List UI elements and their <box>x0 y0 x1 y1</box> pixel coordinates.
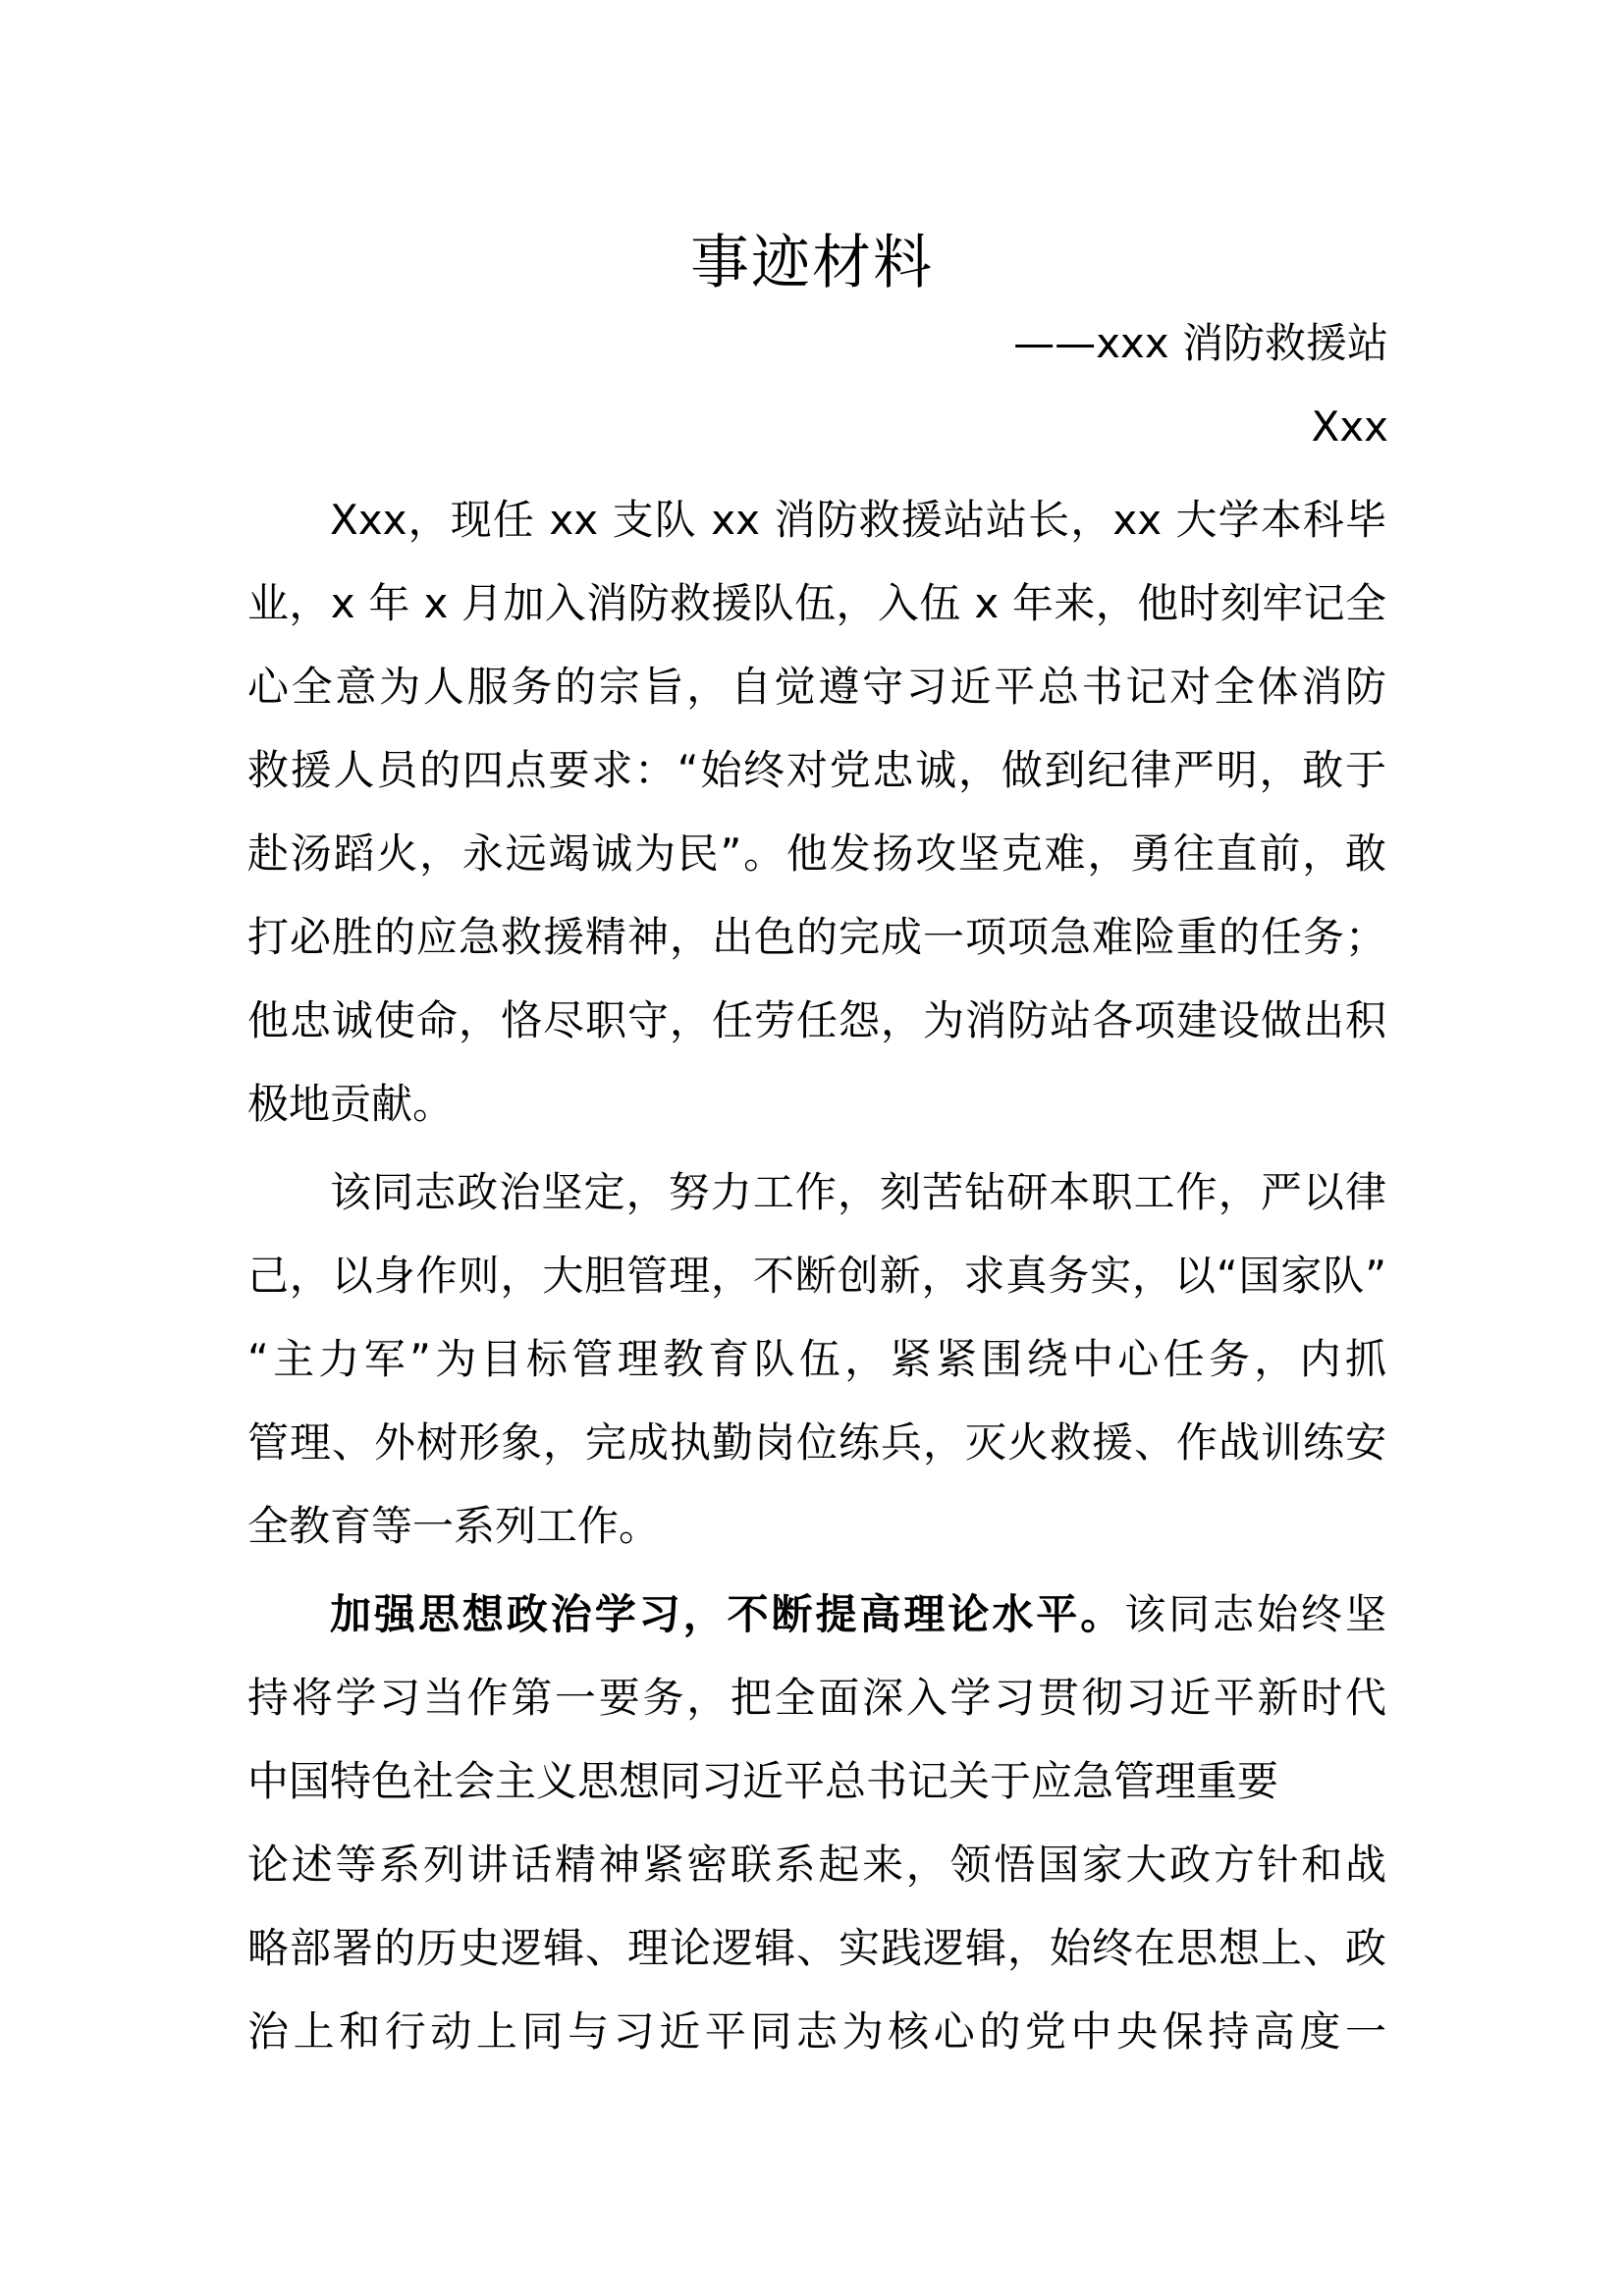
paragraph-1-line: 他忠诚使命，恪尽职守，任劳任怨，为消防站各项建设做出积 <box>247 996 1386 1044</box>
paragraph-3-heading: 加强思想政治学习，不断提高理论水平。 <box>330 1590 1125 1638</box>
paragraph-3-first-line-text: 该同志始终坚 <box>1124 1590 1386 1638</box>
paragraph-1-line: 极地贡献。 <box>247 1080 455 1128</box>
paragraph-2-line: 全教育等一系列工作。 <box>247 1502 661 1550</box>
paragraph-1-line: 业，x 年 x 月加入消防救援队伍，入伍 x 年来，他时刻牢记全 <box>247 579 1386 627</box>
paragraph-1-line: Xxx，现任 xx 支队 xx 消防救援站站长，xx 大学本科毕 <box>330 496 1386 544</box>
document-title: 事迹材料 <box>690 229 934 297</box>
paragraph-1-line: 救援人员的四点要求：“始终对党忠诚，做到纪律严明，敢于 <box>247 746 1386 794</box>
paragraph-2-line: 管理、外树形象，完成执勤岗位练兵，灭火救援、作战训练安 <box>247 1418 1386 1467</box>
paragraph-3-line: 略部署的历史逻辑、理论逻辑、实践逻辑，始终在思想上、政 <box>247 1924 1386 1972</box>
paragraph-2-line: “主力军”为目标管理教育队伍，紧紧围绕中心任务，内抓 <box>247 1335 1386 1383</box>
paragraph-2-line: 该同志政治坚定，努力工作，刻苦钻研本职工作，严以律 <box>330 1168 1386 1216</box>
paragraph-3-line: 持将学习当作第一要务，把全面深入学习贯彻习近平新时代 <box>247 1674 1386 1722</box>
document-author: Xxx <box>1311 402 1388 451</box>
paragraph-3-line: 论述等系列讲话精神紧密联系起来，领悟国家大政方针和战 <box>247 1841 1386 1889</box>
document-subtitle: ——xxx 消防救援站 <box>1013 319 1388 367</box>
paragraph-1-line: 心全意为人服务的宗旨，自觉遵守习近平总书记对全体消防 <box>247 663 1386 711</box>
paragraph-1-line: 赴汤蹈火，永远竭诚为民”。他发扬攻坚克难，勇往直前，敢 <box>247 829 1386 878</box>
paragraph-3-first-line <box>330 1585 1386 1644</box>
paragraph-2-line: 己，以身作则，大胆管理，不断创新，求真务实，以“国家队” <box>247 1252 1386 1300</box>
paragraph-3-line: 中国特色社会主义思想同习近平总书记关于应急管理重要 <box>247 1757 1279 1805</box>
paragraph-1-line: 打必胜的应急救援精神，出色的完成一项项急难险重的任务； <box>247 913 1386 961</box>
paragraph-3-line: 治上和行动上同与习近平同志为核心的党中央保持高度一 <box>247 2007 1386 2056</box>
